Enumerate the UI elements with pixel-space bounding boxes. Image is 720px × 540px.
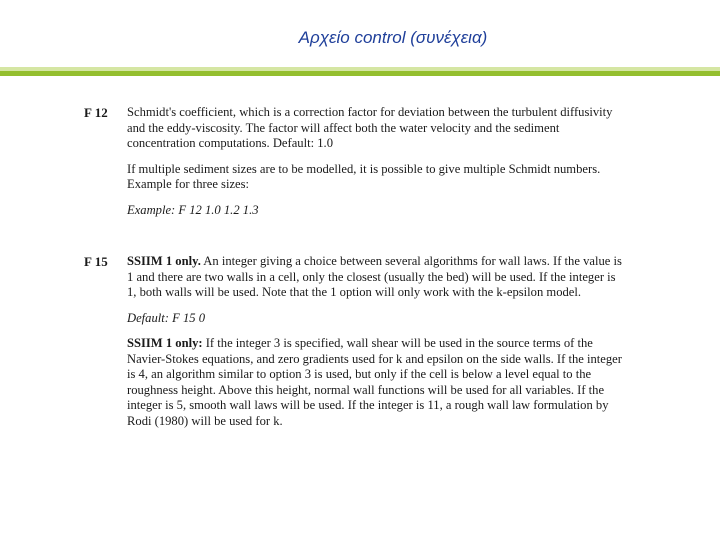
description-text: An integer giving a choice between several algorithms for wall laws. If the value is 1 and there are two walls in a cell, only the closest (usually the bed) will be used. If the integer is 1, both walls will be used. Note that the 1 option will only work with the k-epsilon model. [127,254,622,299]
availability-label: SSIIM 1 only. [127,254,201,268]
availability-label: SSIIM 1 only: [127,336,203,350]
parameter-description-block [127,105,622,228]
parameter-description [127,254,622,301]
parameter-note: If multiple sediment sizes are to be modelled, it is possible to give multiple Schmidt numbers. Example for three sizes: [127,161,601,191]
parameter-code: F 12 [84,105,108,120]
parameter-example: Example: F 12 1.0 1.2 1.3 [127,202,259,217]
parameter-description-block [127,254,622,439]
parameter-default: Default: F 15 0 [127,310,205,325]
parameter-option-description [127,336,622,429]
parameter-description: Schmidt's coefficient, which is a correction factor for deviation between the turbulent diffusivity and the eddy-viscosity. The factor will affect both the water velocity and the sediment concentration computations. Default: 1.0 [127,105,613,150]
parameter-code: F 15 [84,254,108,269]
slide-title: Αρχείο control (συνέχεια) [298,28,488,47]
description-text: If the integer 3 is specified, wall shear will be used in the source terms of the Navier-Stokes equations, and zero gradients used for k and epsilon on the side walls. If the integer is 4, an algorithm similar to option 3 is used, but only if the cell is below a level equal to the roughness height. Above this height, normal wall functions will be used for all variables. If the integer is 5, smooth wall laws will be used. If the integer is 11, a rough wall law formulation by Rodi (1980) will be used for k. [127,336,622,428]
title-underline-dark [0,71,720,76]
